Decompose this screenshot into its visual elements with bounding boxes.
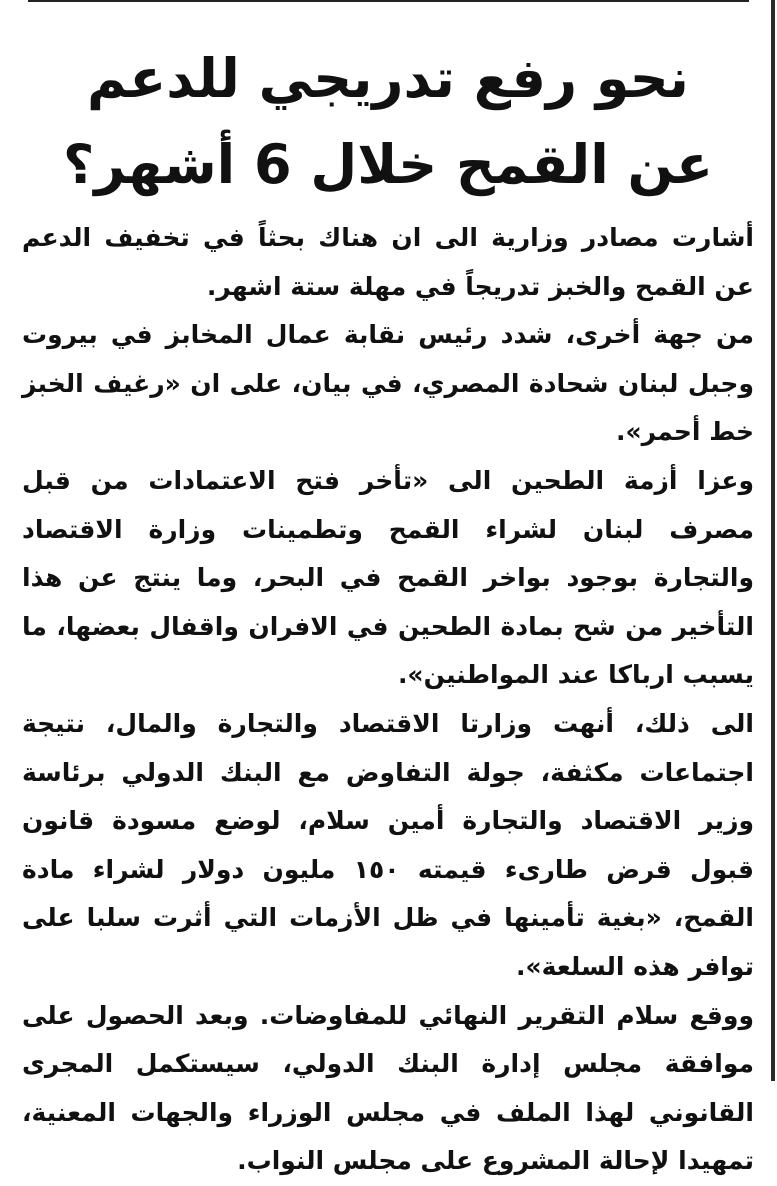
paragraph-4: الى ذلك، أنهت وزارتا الاقتصاد والتجارة والمال، نتيجة اجتماعات مكثفة، جولة التفاوض مع البنك الدولي برئاسة وزير الاقتصاد والتجارة أمين سلام، لوضع مسودة قانون قبول قرض طارىء قيمته ١٥٠ مليون دولار لشراء مادة القمح، «بغية تأمينها في ظل الأزمات التي أثرت سلبا على توافر هذه السلعة». [22, 708, 754, 981]
paragraph-3: وعزا أزمة الطحين الى «تأخر فتح الاعتمادات من قبل مصرف لبنان لشراء القمح وتطمينات وزارة الاقتصاد والتجارة بوجود بواخر القمح في البحر، وما ينتج عن هذا التأخير من شح بمادة الطحين في الافران واقفال بعضها، ما يسبب ارباكا عند المواطنين». [22, 465, 754, 690]
top-rule [28, 0, 749, 2]
headline-line-2: عن القمح خلال 6 أشهر؟ [63, 133, 713, 196]
paragraph-2: من جهة أخرى، شدد رئيس نقابة عمال المخابز في بيروت وجبل لبنان شحادة المصري، في بيان، على ان «رغيف الخبز خط أحمر». [22, 320, 754, 447]
paragraph-5: ووقع سلام التقرير النهائي للمفاوضات. وبعد الحصول على موافقة مجلس إدارة البنك الدولي، سيستكمل المجرى القانوني لهذا الملف في مجلس الوزراء والجهات المعنية، تمهيدا لإحالة المشروع على مجلس النواب. [22, 1000, 754, 1176]
article [22, 36, 754, 1186]
headline [22, 36, 754, 208]
article-body [22, 214, 754, 1186]
paragraph-1: أشارت مصادر وزارية الى ان هناك بحثاً في تخفيف الدعم عن القمح والخبز تدريجاً في مهلة ستة اشهر. [22, 223, 754, 301]
headline-line-1: نحو رفع تدريجي للدعم [87, 47, 689, 110]
page-edge [771, 0, 775, 1081]
